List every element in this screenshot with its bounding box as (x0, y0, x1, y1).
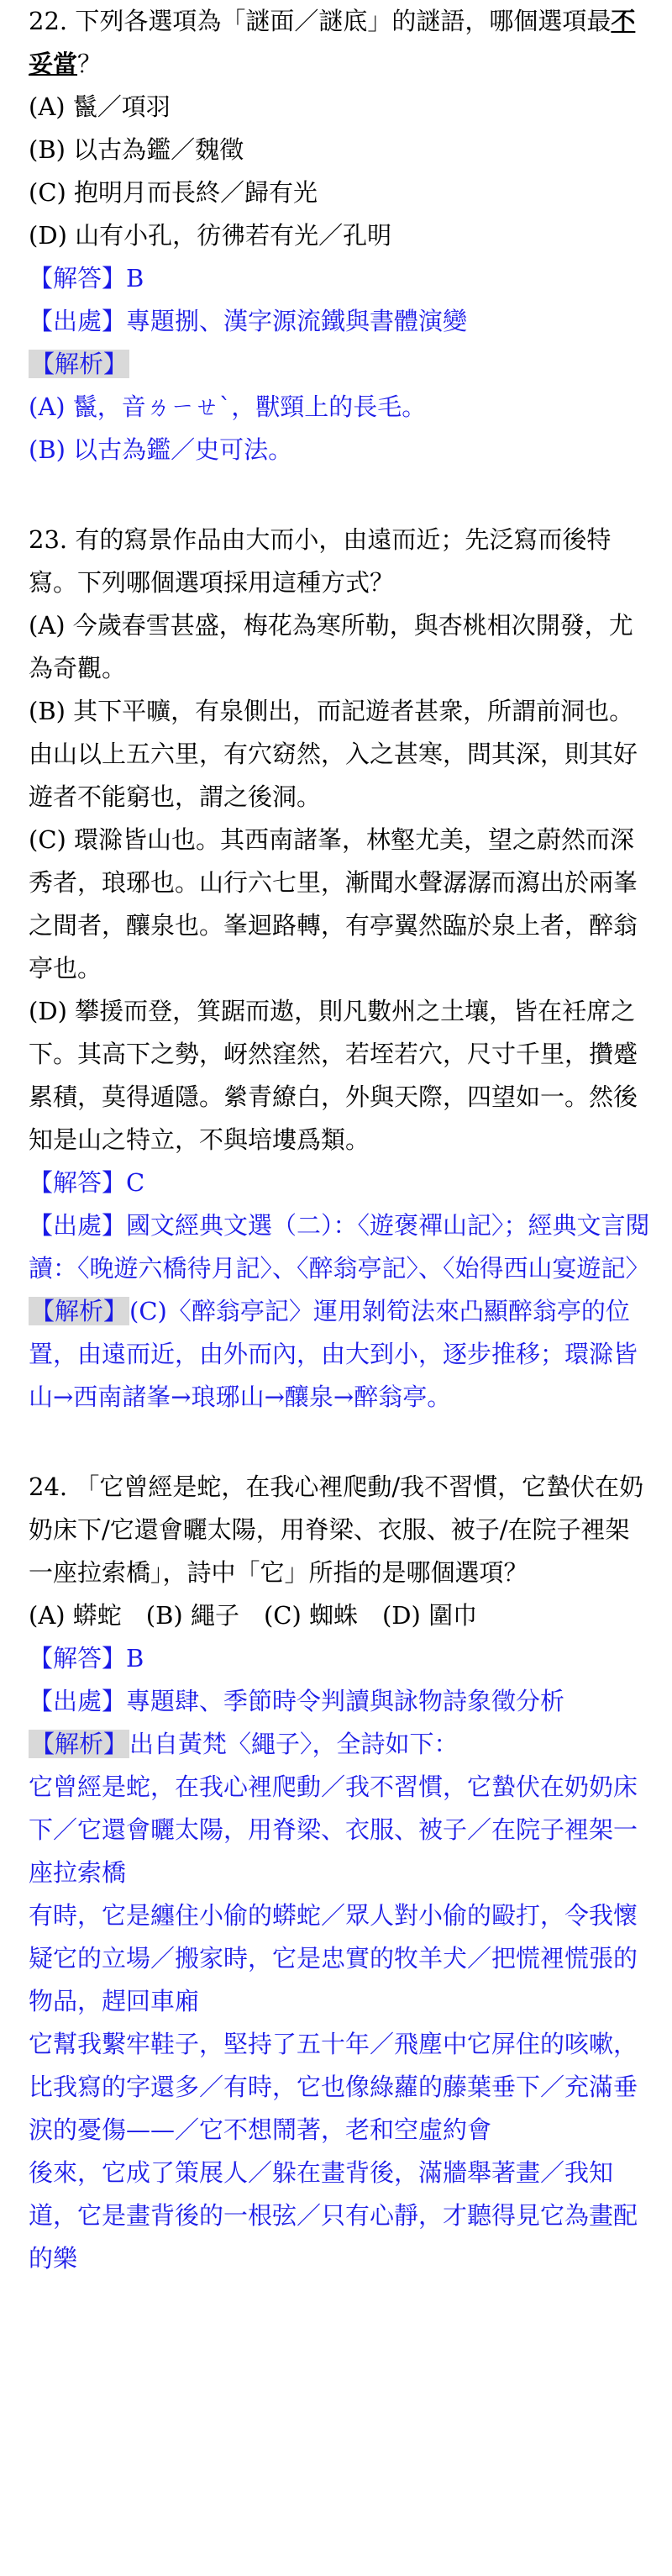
poem-stanza: 後來，它成了策展人／躲在畫背後，滿牆舉著畫／我知道，它是畫背後的一根弦／只有心靜，才聽得見它為畫配的樂 (29, 2158, 638, 2273)
question-stem: 24. 「它曾經是蛇，在我心裡爬動/我不習慣，它蟄伏在奶奶床下/它還會曬太陽，用脊梁、衣服、被子/在院子裡架一座拉索橋」，詩中「它」所指的是哪個選項？ (29, 1472, 644, 1587)
answer-value: B (126, 264, 144, 292)
question-22 (29, 0, 652, 471)
answer-tag: 【解答】 (29, 264, 127, 292)
analysis-intro: 出自黃梵〈繩子〉，全詩如下： (129, 1730, 459, 1758)
answer-line (29, 1162, 652, 1204)
stem-text-end: ？ (77, 50, 102, 78)
source-line (29, 300, 652, 343)
source-tag: 【出處】 (29, 1211, 127, 1240)
answer-value: C (126, 1168, 145, 1197)
source-text: 國文經典文選（二）：〈遊褒禪山記〉；經典文言閱讀：〈晚遊六橋待月記〉、〈醉翁亭記〉、〈始得西山宴遊記〉 (29, 1211, 650, 1283)
poem-stanza: 有時，它是纏住小偷的蟒蛇／眾人對小偷的毆打，令我懷疑它的立場／搬家時，它是忠實的牧羊犬／把慌裡慌張的物品，趕回車廂 (29, 1901, 638, 2015)
analysis-tag: 【解析】 (30, 1730, 129, 1758)
option-d: (D) 山有小孔，彷彿若有光／孔明 (29, 221, 392, 250)
answer-value: B (126, 1644, 144, 1673)
source-text: 專題肆、季節時令判讀與詠物詩象徵分析 (126, 1687, 565, 1715)
option-c: (C) 抱明月而長終／歸有光 (29, 178, 318, 207)
source-text: 專題捌、漢字源流鐵與書體演變 (126, 307, 468, 335)
option-b: (B) 以古為鑑／魏徵 (29, 135, 244, 164)
question-24 (29, 1466, 652, 2280)
analysis-text: (C)〈醉翁亭記〉運用剝筍法來凸顯醉翁亭的位置，由遠而近，由外而內，由大到小，逐步推移；環滁皆山→西南諸峯→琅琊山→釀泉→醉翁亭。 (29, 1297, 638, 1411)
source-tag: 【出處】 (29, 1687, 127, 1715)
question-23 (29, 519, 652, 1419)
analysis-line (29, 1290, 652, 1419)
analysis-tag: 【解析】 (30, 350, 129, 378)
option-b: (B) 其下平曠，有泉側出，而記遊者甚衆，所謂前洞也。由山以上五六里，有穴窈然，入之甚寒，問其深，則其好遊者不能窮也，謂之後洞。 (29, 697, 638, 811)
analysis-tag: 【解析】 (30, 1297, 129, 1325)
poem-stanza: 它幫我繫牢鞋子，堅持了五十年／飛塵中它屏住的咳嗽，比我寫的字還多／有時，它也像綠蘿的藤葉垂下／充滿垂涙的憂傷——／它不想鬧著，老和空虛約會 (29, 2030, 638, 2144)
question-stem (29, 0, 652, 86)
analysis-line (29, 1723, 652, 1766)
poem-stanza: 它曾經是蛇，在我心裡爬動／我不習慣，它蟄伏在奶奶床下／它還會曬太陽，用脊梁、衣服、被子／在院子裡架一座拉索橋 (29, 1773, 638, 1887)
answer-line (29, 257, 652, 300)
source-tag: 【出處】 (29, 307, 127, 335)
option-c: (C) 環滁皆山也。其西南諸峯，林壑尤美，望之蔚然而深秀者，琅琊也。山行六七里，漸聞水聲潺潺而瀉出於兩峯之間者，釀泉也。峯迴路轉，有亭翼然臨於泉上者，醉翁亭也。 (29, 825, 638, 982)
stem-text: 22. 下列各選項為「謎面／謎底」的謎語，哪個選項最 (29, 7, 612, 35)
answer-tag: 【解答】 (29, 1644, 127, 1673)
answer-line (29, 1637, 652, 1680)
stem-emphasis: 不妥當 (29, 7, 636, 78)
options-inline: (A) 蟒蛇 (B) 繩子 (C) 蜘蛛 (D) 圍巾 (29, 1601, 478, 1630)
question-stem: 23. 有的寫景作品由大而小，由遠而近；先泛寫而後特寫。下列哪個選項採用這種方式？ (29, 525, 612, 597)
analysis-line: (B) 以古為鑑／史可法。 (29, 435, 293, 464)
source-line (29, 1204, 652, 1290)
option-d: (D) 攀援而登，箕踞而遨，則凡數州之土壤，皆在衽席之下。其高下之勢，岈然窪然，若垤若穴，尺寸千里，攢蹙累積，莫得遁隱。縈青繚白，外與天際，四望如一。然後知是山之特立，不與培塿爲類。 (29, 997, 638, 1154)
option-a: (A) 鬣／項羽 (29, 92, 171, 121)
answer-tag: 【解答】 (29, 1168, 127, 1197)
option-a: (A) 今歲春雪甚盛，梅花為寒所勒，與杏桃相次開發，尤為奇觀。 (29, 611, 633, 682)
source-line (29, 1680, 652, 1723)
analysis-tag-line (29, 343, 652, 386)
analysis-line: (A) 鬣，音ㄌㄧㄝˋ，獸頸上的長毛。 (29, 392, 427, 421)
